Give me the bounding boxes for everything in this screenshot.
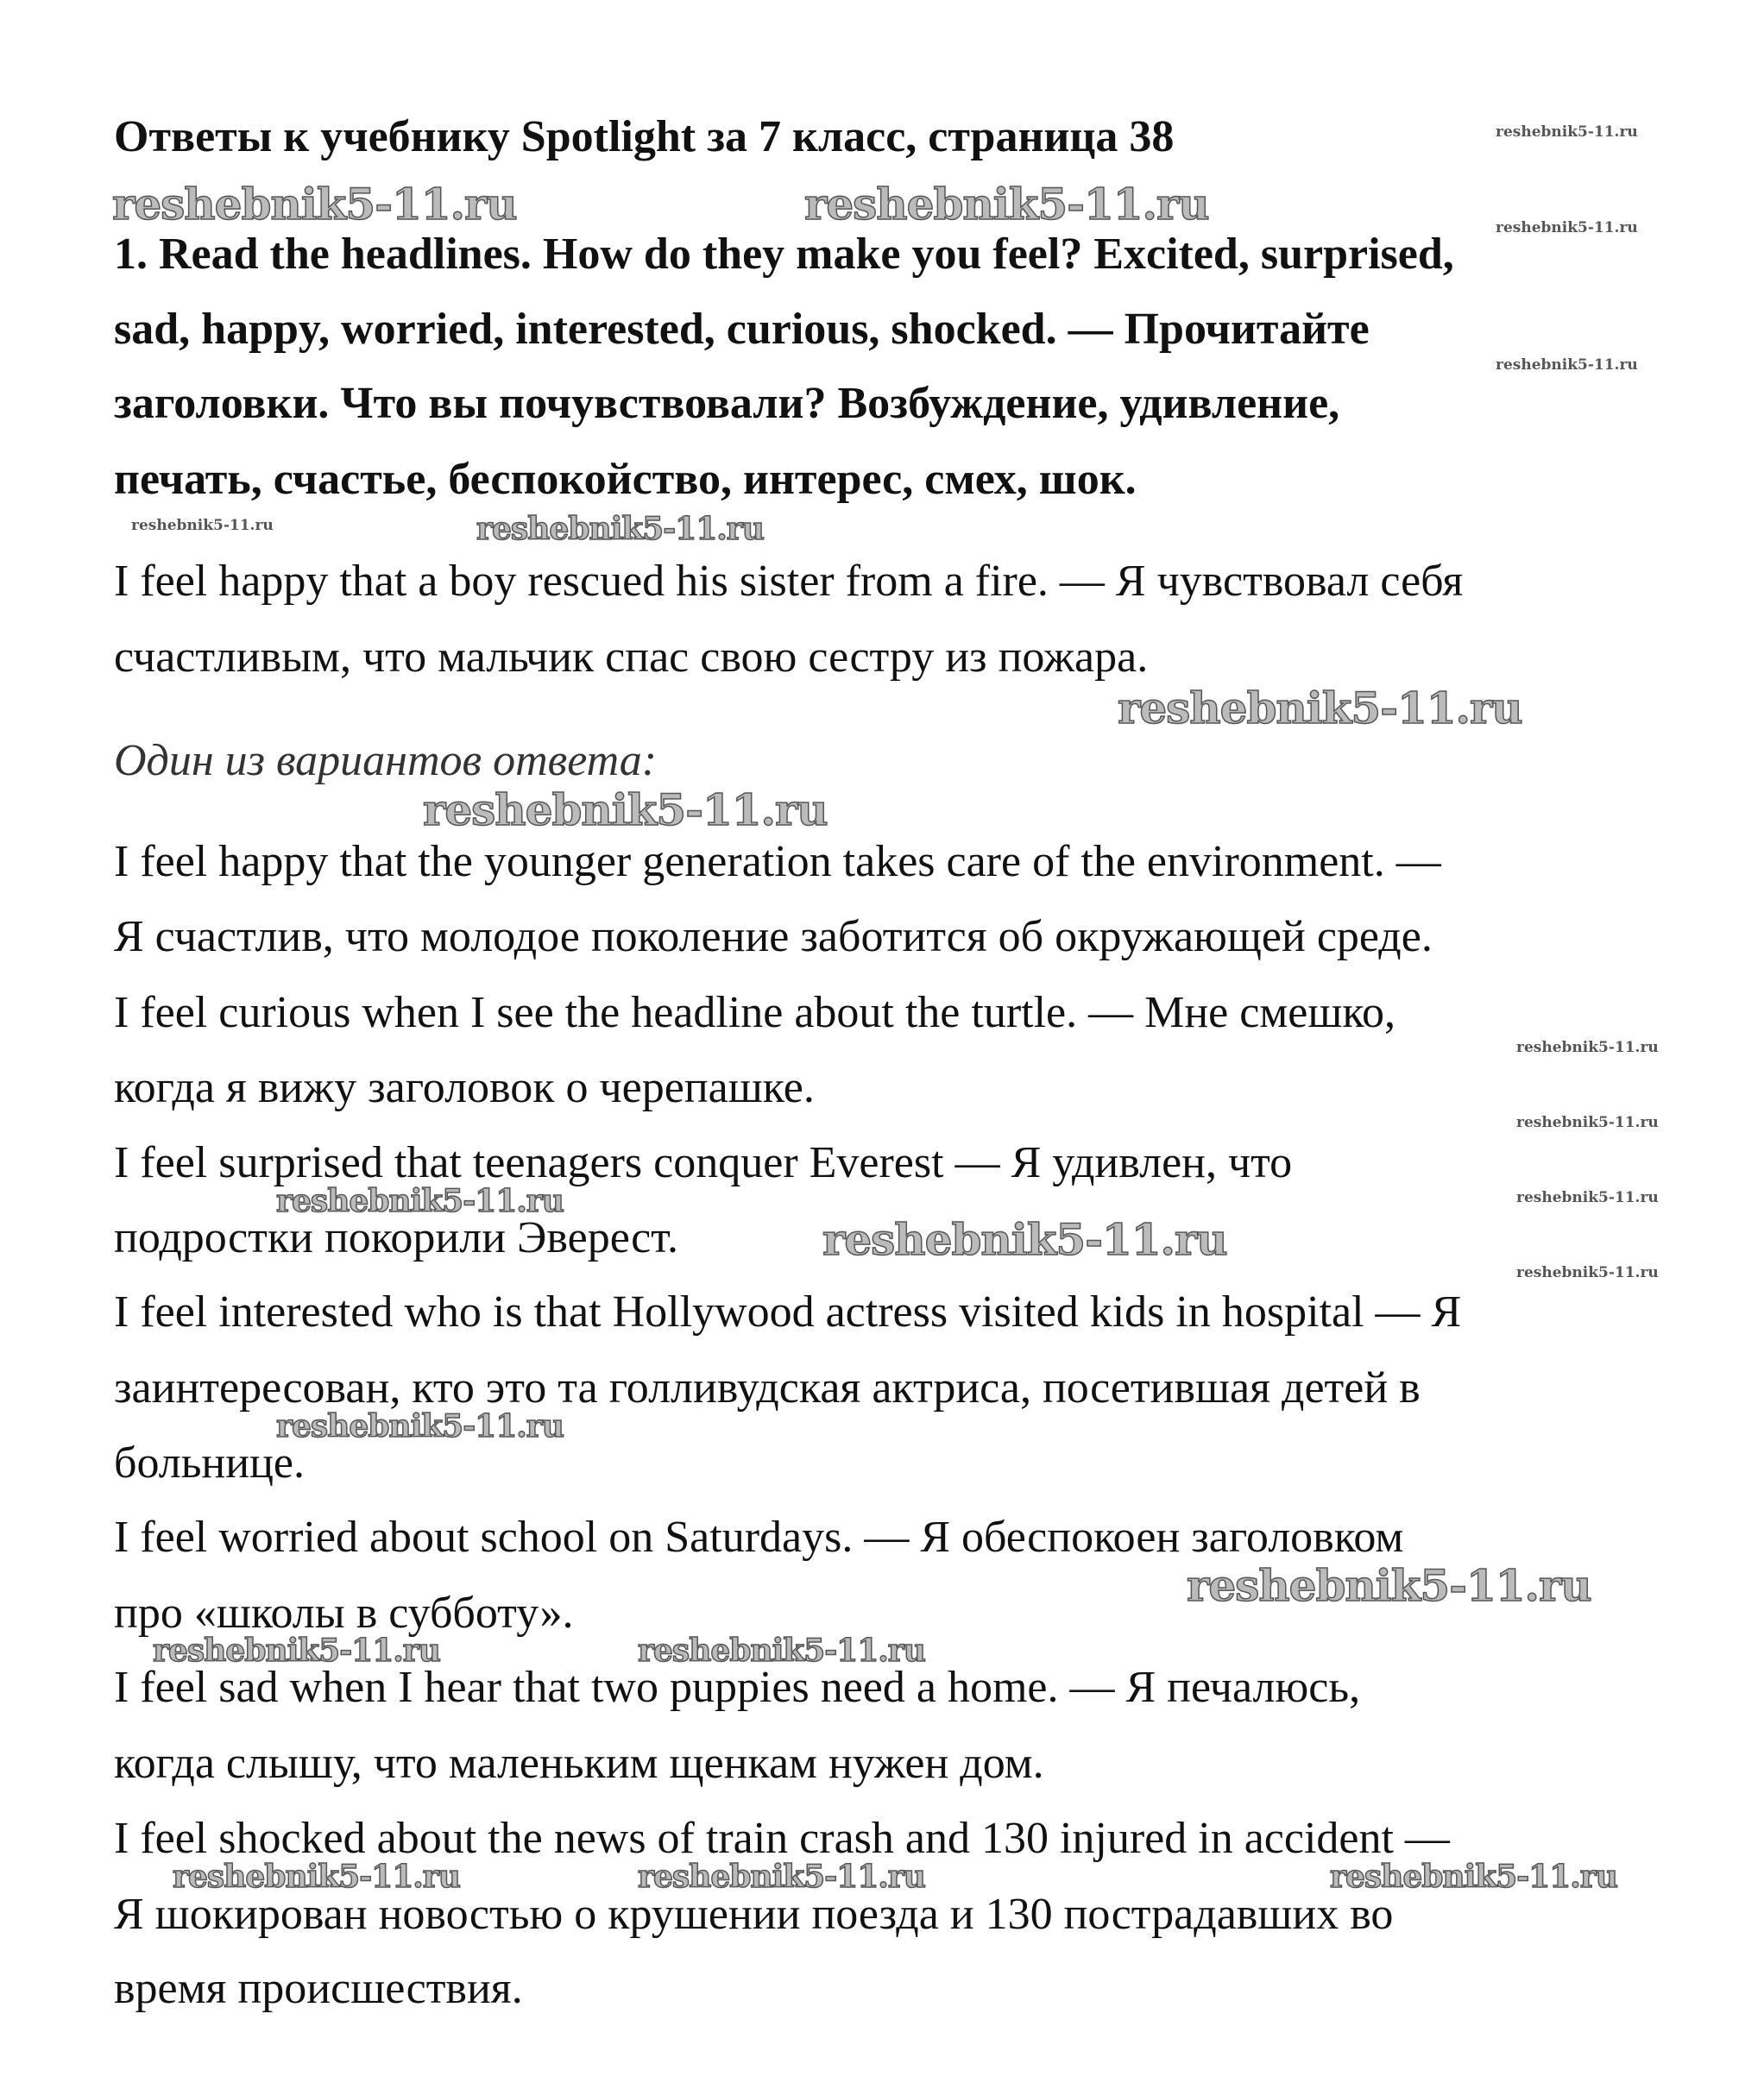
answer-line: время происшествия. (114, 1964, 523, 2013)
task-line: печать, счастье, беспокойство, интерес, смех, шок. (114, 455, 1137, 504)
watermark: reshebnik5-11.ru (423, 784, 828, 835)
answer-line: I feel surprised that teenagers conquer Everest — Я удивлен, что (114, 1138, 1293, 1187)
answer-line: I feel shocked about the news of train crash and 130 injured in accident — (114, 1814, 1450, 1863)
example-line: счастливым, что мальчик спас свою сестру из пожара. (114, 632, 1149, 682)
answer-line: I feel curious when I see the headline about the turtle. — Мне смешко, (114, 988, 1395, 1037)
watermark: reshebnik5-11.ru (1516, 1039, 1659, 1056)
answer-line: больнице. (114, 1438, 305, 1488)
answer-line: про «школы в субботу». (114, 1589, 574, 1638)
watermark: reshebnik5-11.ru (276, 1408, 564, 1444)
watermark: reshebnik5-11.ru (276, 1183, 564, 1219)
watermark: reshebnik5-11.ru (173, 1859, 460, 1895)
watermark: reshebnik5-11.ru (1330, 1859, 1617, 1895)
page-title: Ответы к учебнику Spotlight за 7 класс, страница 38 (114, 112, 1175, 161)
answer-line: I feel sad when I hear that two puppies need a home. — Я печалюсь, (114, 1663, 1361, 1712)
watermark: reshebnik5-11.ru (1516, 1189, 1659, 1206)
answer-line: заинтересован, кто это та голливудская актриса, посетившая детей в (114, 1363, 1421, 1413)
answer-line: когда слышу, что маленьким щенкам нужен дом. (114, 1739, 1044, 1788)
watermark: reshebnik5-11.ru (804, 179, 1209, 230)
answer-line: когда я вижу заголовок о черепашке. (114, 1063, 815, 1112)
answer-line: I feel worried about school on Saturdays. — Я обеспокоен заголовком (114, 1513, 1404, 1562)
example-line: I feel happy that a boy rescued his sister from a fire. — Я чувствовал себя (114, 557, 1464, 606)
watermark: reshebnik5-11.ru (476, 511, 764, 547)
watermark: reshebnik5-11.ru (638, 1859, 925, 1895)
answer-line: подростки покорили Эверест. (114, 1213, 678, 1262)
answer-line: Я шокирован новостью о крушении поезда и 130 пострадавших во (114, 1890, 1394, 1939)
watermark: reshebnik5-11.ru (1118, 683, 1522, 733)
watermark: reshebnik5-11.ru (1516, 1114, 1659, 1131)
watermark: reshebnik5-11.ru (1187, 1560, 1591, 1611)
watermark: reshebnik5-11.ru (112, 179, 517, 230)
task-line: заголовки. Что вы почувствовали? Возбуждение, удивление, (114, 379, 1340, 428)
watermark: reshebnik5-11.ru (1496, 356, 1638, 374)
task-line: 1. Read the headlines. How do they make you feel? Excited, surprised, (114, 230, 1454, 279)
answer-line: I feel happy that the younger generation takes care of the environment. — (114, 837, 1441, 886)
watermark: reshebnik5-11.ru (1496, 219, 1638, 236)
watermark: reshebnik5-11.ru (638, 1633, 925, 1669)
task-line: sad, happy, worried, interested, curious, shocked. — Прочитайте (114, 305, 1370, 354)
variant-label: Один из вариантов ответа: (114, 736, 658, 785)
answer-line: Я счастлив, что молодое поколение заботится об окружающей среде. (114, 912, 1433, 961)
watermark: reshebnik5-11.ru (131, 517, 274, 534)
answer-line: I feel interested who is that Hollywood actress visited kids in hospital — Я (114, 1287, 1462, 1337)
watermark: reshebnik5-11.ru (153, 1633, 440, 1669)
watermark: reshebnik5-11.ru (1516, 1264, 1659, 1281)
watermark: reshebnik5-11.ru (1496, 123, 1638, 141)
watermark: reshebnik5-11.ru (822, 1214, 1227, 1265)
